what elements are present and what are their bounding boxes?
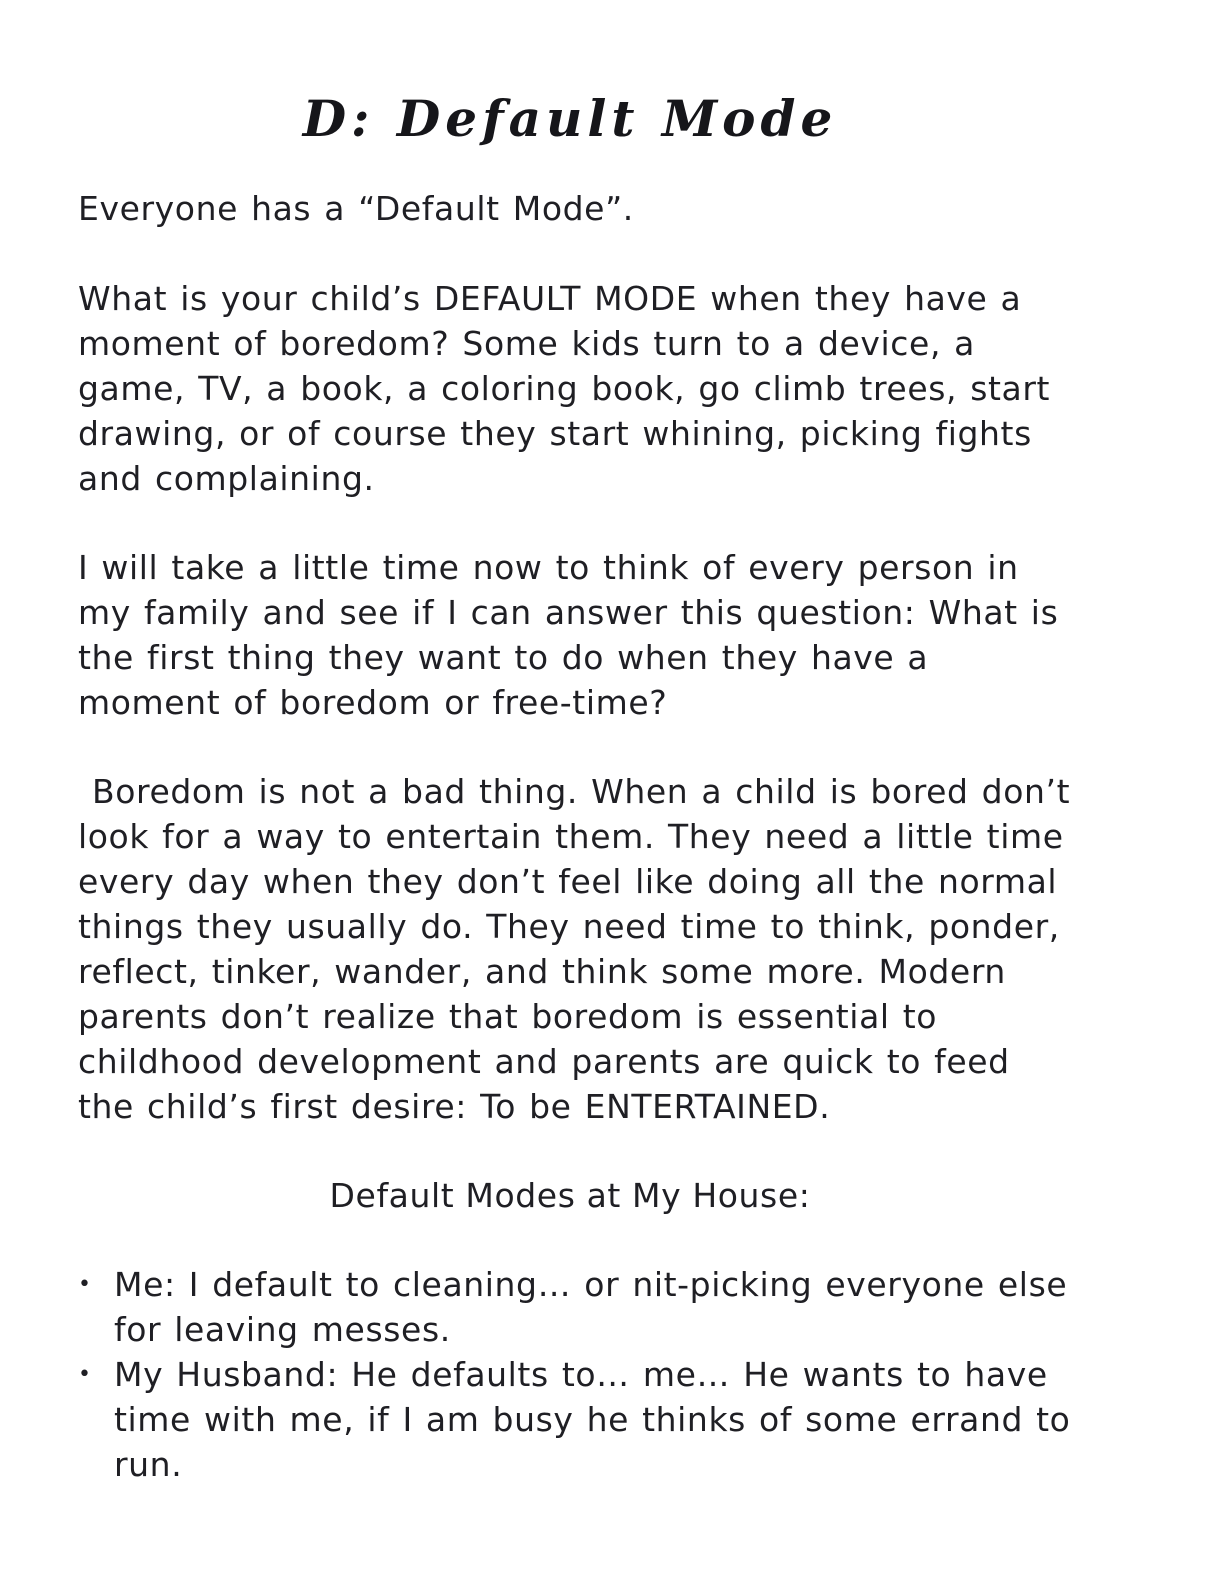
section-subheading: Default Modes at My House: — [329, 1176, 811, 1215]
bullet-icon: • — [78, 1362, 92, 1387]
intro-paragraph: Everyone has a “Default Mode”. — [78, 189, 634, 228]
reflection-paragraph: I will take a little time now to think of every person in my family and see if I can answer this question: What is the first thing they want to do when they have a moment of boredom or free-time? — [78, 548, 1059, 722]
boredom-paragraph: Boredom is not a bad thing. When a child is bored don’t look for a way to entertain them. They need a little time every day when they don’t feel like doing all the normal things they usually do. They need time to think, ponder, reflect, tinker, wander, and think some more. Modern parents don’t realize that boredom is essential to childhood development and parents are quick to feed the child’s first desire: To be ENTERTAINED. — [78, 772, 1071, 1126]
question-paragraph: What is your child’s DEFAULT MODE when they have a moment of boredom? Some kids turn to a device, a game, TV, a book, a coloring book, go climb trees, start drawing, or of course they start whining, picking fights and complaining. — [78, 279, 1051, 498]
list-item — [78, 1352, 1078, 1487]
list-item — [78, 1262, 1078, 1352]
list-item-text: Me: I default to cleaning… or nit-picking everyone else for leaving messes. — [114, 1265, 1068, 1349]
page-title: D: Default Mode — [302, 89, 838, 148]
default-modes-list — [78, 1262, 1078, 1487]
bullet-icon: • — [78, 1272, 92, 1297]
list-item-text: My Husband: He defaults to… me… He wants to have time with me, if I am busy he thinks of some errand to run. — [114, 1355, 1071, 1484]
